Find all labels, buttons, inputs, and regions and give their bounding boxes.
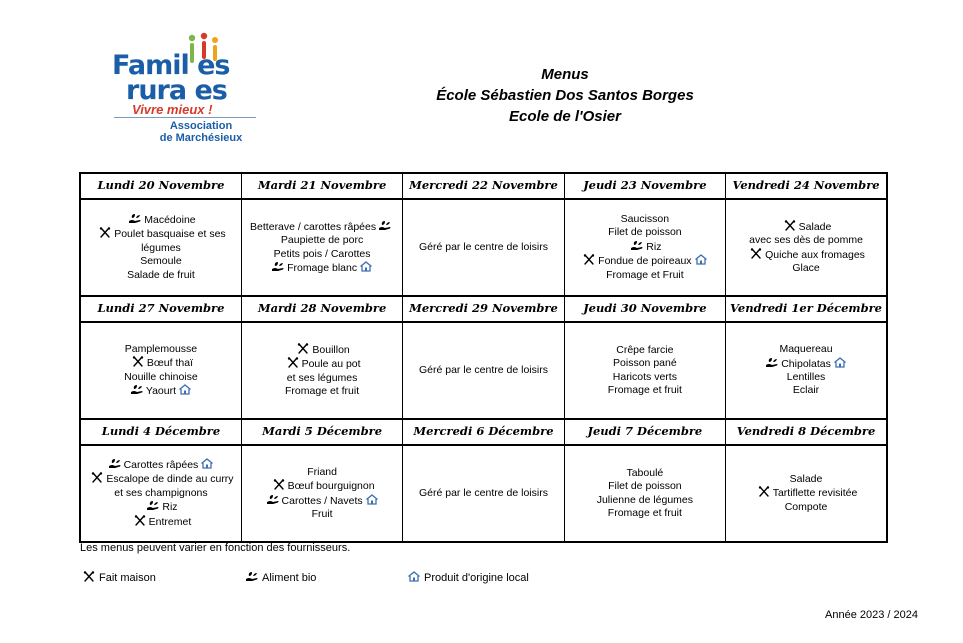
menu-item xyxy=(567,344,723,357)
menu-item xyxy=(244,248,400,261)
menu-item-text: Salade xyxy=(789,472,823,485)
day-menu xyxy=(564,322,725,419)
crossed-utensils-icon xyxy=(286,357,300,368)
week-menu-row xyxy=(80,445,887,542)
week-header-row xyxy=(80,419,887,445)
menu-item xyxy=(244,508,400,521)
menu-item-text: Géré par le centre de loisirs xyxy=(418,486,548,499)
menu-item-text: Glace xyxy=(792,261,820,274)
day-menu xyxy=(564,199,725,296)
day-menu xyxy=(726,322,887,419)
local-house-icon xyxy=(407,571,421,582)
legend-fait-maison-label: Fait maison xyxy=(99,572,156,584)
local-house-icon xyxy=(833,357,847,368)
menu-item-text: Fromage et fruit xyxy=(607,506,682,519)
menu-item xyxy=(728,220,884,234)
menu-item xyxy=(244,479,400,493)
menu-item xyxy=(83,487,239,500)
day-menu xyxy=(80,445,241,542)
menu-item xyxy=(728,234,884,247)
menu-item-text: Yaourt xyxy=(145,384,177,397)
menu-item-text: Bœuf bourguignon xyxy=(287,480,375,493)
crossed-utensils-icon xyxy=(131,356,145,367)
legend-fait-maison xyxy=(80,571,156,584)
legend-aliment-bio-label: Aliment bio xyxy=(262,572,317,584)
crossed-utensils-icon xyxy=(90,472,104,483)
document-title xyxy=(400,64,730,127)
day-header: Lundi 20 Novembre xyxy=(80,173,241,199)
menu-item xyxy=(728,384,884,397)
week-menu-row xyxy=(80,199,887,296)
logo-brand-line1: Famil es xyxy=(112,50,230,81)
menu-item-text: Riz xyxy=(646,240,662,253)
crossed-utensils-icon xyxy=(272,479,286,490)
menu-item xyxy=(83,255,239,268)
crossed-utensils-icon xyxy=(783,220,797,231)
menu-item-text: Salade de fruit xyxy=(127,268,195,281)
menu-item-text: Fruit xyxy=(311,507,333,520)
menu-item xyxy=(244,494,400,508)
menu-item xyxy=(244,261,400,275)
menu-item-text: Friand xyxy=(307,465,337,478)
menu-item xyxy=(244,466,400,479)
day-header: Lundi 27 Novembre xyxy=(80,296,241,322)
menu-item xyxy=(244,343,400,357)
school-year: Année 2023 / 2024 xyxy=(825,609,918,621)
menu-item xyxy=(83,458,239,472)
day-header: Mardi 5 Décembre xyxy=(241,419,402,445)
menu-item-text: Maquereau xyxy=(779,343,833,356)
menu-item xyxy=(405,364,561,377)
menu-item-text: Escalope de dinde au curry xyxy=(106,473,234,486)
crossed-utensils-icon xyxy=(582,254,596,265)
menu-item-text: Fromage et fruit xyxy=(285,384,360,397)
menu-item xyxy=(728,486,884,500)
menu-item xyxy=(83,269,239,282)
menu-item-text: avec ses dès de pomme xyxy=(749,234,863,247)
menu-item-text: Fondue de poireaux xyxy=(598,255,692,268)
menu-item xyxy=(83,242,239,255)
menu-item xyxy=(244,220,400,234)
menu-item xyxy=(567,357,723,370)
menu-item xyxy=(567,213,723,226)
week-header-row xyxy=(80,296,887,322)
menu-item-text: et ses légumes xyxy=(286,371,358,384)
menu-item xyxy=(728,371,884,384)
menu-item-text: Salade xyxy=(798,220,832,233)
menu-item xyxy=(567,480,723,493)
menu-item-text: Petits pois / Carottes xyxy=(273,247,371,260)
day-menu xyxy=(726,445,887,542)
menu-item-text: Pamplemousse xyxy=(124,342,198,355)
day-header: Jeudi 7 Décembre xyxy=(564,419,725,445)
menu-item-text: Entremet xyxy=(148,515,192,528)
day-menu xyxy=(241,322,402,419)
crossed-utensils-icon xyxy=(296,343,310,354)
menu-item xyxy=(83,343,239,356)
menu-item-text: Filet de poisson xyxy=(608,226,682,239)
organic-leaf-hand-icon xyxy=(765,357,779,368)
day-header: Mercredi 22 Novembre xyxy=(403,173,564,199)
menu-item xyxy=(244,372,400,385)
menu-item-text: Lentilles xyxy=(786,371,826,383)
menu-item xyxy=(405,487,561,500)
menu-item-text: Géré par le centre de loisirs xyxy=(418,363,548,376)
menu-item xyxy=(83,227,239,241)
menu-item-text: Riz xyxy=(162,501,178,514)
day-header: Mercredi 6 Décembre xyxy=(403,419,564,445)
organic-leaf-hand-icon xyxy=(108,458,122,469)
day-header: Vendredi 1er Décembre xyxy=(726,296,887,322)
logo-association-place: de Marchésieux xyxy=(159,132,243,144)
organic-leaf-hand-icon xyxy=(130,384,144,395)
day-header: Jeudi 30 Novembre xyxy=(564,296,725,322)
organic-leaf-hand-icon xyxy=(128,213,142,224)
menu-item-text: Haricots verts xyxy=(612,370,677,383)
menu-item-text: Quiche aux fromages xyxy=(765,248,865,261)
menu-item-text: Carottes râpées xyxy=(123,458,199,471)
menu-item-text: Paupiette de porc xyxy=(280,234,364,247)
menu-item xyxy=(83,213,239,227)
day-menu xyxy=(564,445,725,542)
menu-item xyxy=(83,500,239,514)
menu-item xyxy=(83,384,239,398)
day-menu xyxy=(726,199,887,296)
menu-item xyxy=(728,343,884,356)
day-header: Vendredi 24 Novembre xyxy=(726,173,887,199)
menu-item-text: Bœuf thaï xyxy=(146,357,193,370)
title-line-2: École Sébastien Dos Santos Borges xyxy=(436,87,694,104)
menu-item xyxy=(567,240,723,254)
menu-item xyxy=(405,241,561,254)
logo-association-label: Association xyxy=(169,120,233,132)
menu-item xyxy=(567,494,723,507)
familles-rurales-logo xyxy=(106,32,256,147)
menu-item-text: Poule au pot xyxy=(301,358,361,371)
day-menu xyxy=(403,445,564,542)
title-line-1: Menus xyxy=(541,66,589,83)
menu-item-text: Nouille chinoise xyxy=(124,370,198,383)
day-header: Lundi 4 Décembre xyxy=(80,419,241,445)
menu-item-text: Eclair xyxy=(792,384,820,397)
day-menu xyxy=(403,322,564,419)
menu-item-text: Fromage et Fruit xyxy=(606,268,684,281)
menu-item-text: légumes xyxy=(141,241,181,254)
organic-leaf-hand-icon xyxy=(378,220,392,231)
day-header: Vendredi 8 Décembre xyxy=(726,419,887,445)
menu-item-text: Géré par le centre de loisirs xyxy=(418,240,548,253)
menu-item xyxy=(728,248,884,262)
menu-item xyxy=(567,371,723,384)
logo-association xyxy=(146,120,256,144)
day-menu xyxy=(80,199,241,296)
menu-item xyxy=(567,467,723,480)
menu-item-text: Fromage et fruit xyxy=(607,383,682,396)
title-line-3: Ecole de l'Osier xyxy=(509,108,621,125)
menu-item-text: Crêpe farcie xyxy=(616,343,674,356)
day-header: Mardi 28 Novembre xyxy=(241,296,402,322)
supplier-note: Les menus peuvent varier en fonction des fournisseurs. xyxy=(80,542,351,554)
day-menu xyxy=(241,445,402,542)
local-house-icon xyxy=(178,384,192,395)
week-header-row xyxy=(80,173,887,199)
menu-item xyxy=(567,269,723,282)
menu-item-text: Filet de poisson xyxy=(608,480,682,493)
legend-produit-local xyxy=(405,571,529,584)
day-header: Jeudi 23 Novembre xyxy=(564,173,725,199)
menu-item-text: Compote xyxy=(784,500,828,513)
menu-item-text: Julienne de légumes xyxy=(596,493,694,506)
menu-item-text: Saucisson xyxy=(620,212,670,225)
crossed-utensils-icon xyxy=(757,486,771,497)
menu-item-text: Poulet basquaise et ses xyxy=(114,228,226,241)
menu-item xyxy=(728,357,884,371)
menu-item xyxy=(83,515,239,529)
menu-item xyxy=(567,384,723,397)
logo-tagline: Vivre mieux ! xyxy=(132,102,213,117)
day-header: Mardi 21 Novembre xyxy=(241,173,402,199)
day-menu xyxy=(241,199,402,296)
menu-item-text: Fromage blanc xyxy=(287,261,358,274)
crossed-utensils-icon xyxy=(749,248,763,259)
menu-item-text: Macédoine xyxy=(144,213,196,226)
menu-item-text: Taboulé xyxy=(626,466,664,479)
crossed-utensils-icon xyxy=(82,571,96,582)
local-house-icon xyxy=(365,494,379,505)
organic-leaf-hand-icon xyxy=(245,571,259,582)
menu-item xyxy=(567,507,723,520)
menu-item-text: Chipolatas xyxy=(781,357,831,370)
day-header: Mercredi 29 Novembre xyxy=(403,296,564,322)
menu-item xyxy=(83,356,239,370)
crossed-utensils-icon xyxy=(133,515,147,526)
organic-leaf-hand-icon xyxy=(630,240,644,251)
menu-item-text: Carottes / Navets xyxy=(281,494,363,507)
menu-item-text: Tartiflette revisitée xyxy=(772,487,858,500)
logo-divider xyxy=(114,117,256,118)
menu-item-text: Betterave / carottes râpées xyxy=(250,220,377,233)
menu-item xyxy=(728,473,884,486)
local-house-icon xyxy=(694,254,708,265)
crossed-utensils-icon xyxy=(98,227,112,238)
day-menu xyxy=(80,322,241,419)
menu-item-text: Semoule xyxy=(140,255,182,268)
menu-item xyxy=(244,357,400,371)
logo-brand-line2: rura es xyxy=(126,75,227,106)
day-menu xyxy=(403,199,564,296)
organic-leaf-hand-icon xyxy=(271,261,285,272)
menu-item xyxy=(728,262,884,275)
menu-item xyxy=(83,371,239,384)
menu-item xyxy=(244,385,400,398)
menu-item xyxy=(567,254,723,268)
menu-item xyxy=(567,226,723,239)
legend-produit-local-label: Produit d'origine local xyxy=(424,572,529,584)
local-house-icon xyxy=(359,261,373,272)
menu-item xyxy=(244,234,400,247)
menu-item-text: Bouillon xyxy=(312,343,350,356)
menu-item-text: Poisson pané xyxy=(613,357,677,370)
legend-aliment-bio xyxy=(243,571,316,584)
organic-leaf-hand-icon xyxy=(146,500,160,511)
local-house-icon xyxy=(200,458,214,469)
menu-item xyxy=(83,472,239,486)
menu-table xyxy=(79,172,888,543)
menu-item-text: et ses champignons xyxy=(114,486,208,499)
menu-item xyxy=(728,501,884,514)
organic-leaf-hand-icon xyxy=(266,494,280,505)
week-menu-row xyxy=(80,322,887,419)
